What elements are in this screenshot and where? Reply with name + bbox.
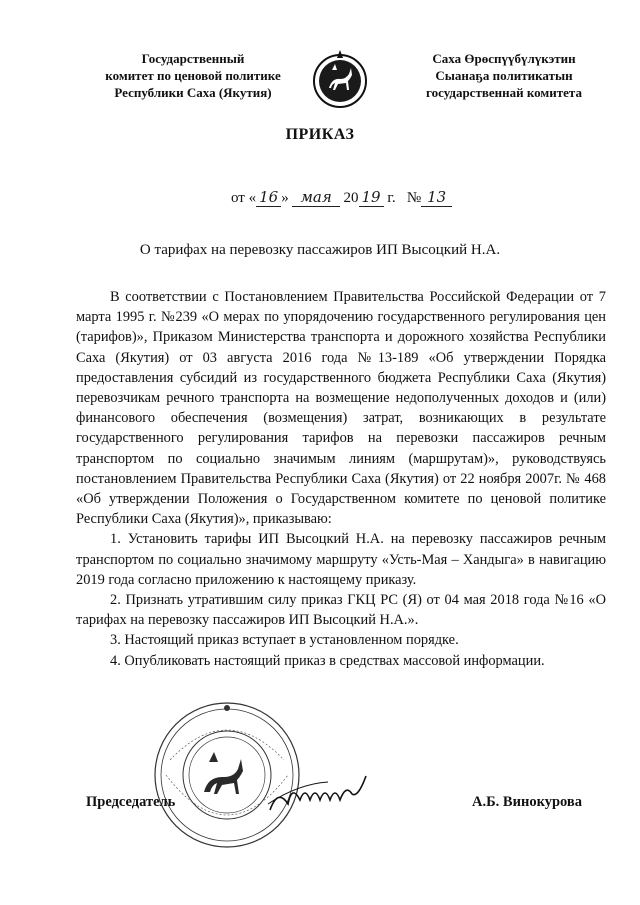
date-separator: » bbox=[281, 190, 293, 206]
item-number: 3. bbox=[110, 632, 121, 649]
signatory-name: А.Б. Винокурова bbox=[472, 794, 582, 810]
order-number: 13 bbox=[421, 188, 452, 207]
header-left-line: комитет по ценовой политике bbox=[105, 68, 281, 83]
item-number: 4. bbox=[110, 652, 121, 669]
header-right bbox=[388, 50, 620, 101]
date-day: 16 bbox=[256, 188, 281, 207]
date-number-label: г. № bbox=[383, 190, 422, 206]
item-number: 2. bbox=[110, 592, 121, 609]
header-left bbox=[78, 50, 308, 101]
signatory-title: Председатель bbox=[86, 794, 176, 810]
document-title: ПРИКАЗ bbox=[285, 126, 355, 143]
item-number: 1. bbox=[110, 531, 121, 548]
order-item bbox=[76, 630, 606, 650]
item-text: Признать утратившим силу приказ ГКЦ РС (Я) от 04 мая 2018 года №16 «О тарифах на перевозку пассажиров ИП Высоцкий Н.А.». bbox=[76, 592, 606, 629]
handwritten-signature bbox=[266, 774, 370, 820]
date-prefix: от « bbox=[231, 190, 257, 206]
order-subject: О тарифах на перевозку пассажиров ИП Высоцкий Н.А. bbox=[139, 242, 501, 258]
item-text: Настоящий приказ вступает в установленном порядке. bbox=[124, 632, 459, 649]
header-left-line: Республики Саха (Якутия) bbox=[114, 85, 272, 100]
header-left-line: Государственный bbox=[141, 51, 245, 66]
preamble-paragraph: В соответствии с Постановлением Правительства Российской Федерации от 7 марта 1995 г. №239 «О мерах по упорядочению государственного регулирования цен (тарифов)», Приказом Министерства транспорта и дорожного хозяйства Республики Саха (Якутия) от 03 августа 2016 года №13-189 «Об утверждении Порядка предоставления субсидий из государственного бюджета Республики Саха (Якутия) перевозчикам речного транспорта на возмещение недополученных доходов и (или) финансового обеспечения (возмещения) затрат, возникающих в результате государственного регулирования тарифов на перевозки пассажиров речным транспортом по социально значимым линиям (маршрутам)», руководствуясь постановлением Правительства Республики Саха (Якутия) от 22 ноября 2007г. № 468 «Об утверждении Положения о Государственном комитете по ценовой политике Республики Саха (Якутия)», приказываю: bbox=[76, 289, 606, 528]
order-item bbox=[76, 651, 606, 671]
date-year-suffix: 19 bbox=[359, 188, 384, 207]
header-right-line: государственнай комитета bbox=[426, 85, 582, 100]
item-text: Опубликовать настоящий приказ в средствах массовой информации. bbox=[124, 652, 545, 669]
header-right-line: Саха Өрөспүүбүлүкэтин bbox=[432, 51, 576, 66]
date-year-prefix: 20 bbox=[339, 190, 359, 206]
date-month: мая bbox=[292, 188, 339, 207]
header-right-line: Сыанаҕа политикатын bbox=[435, 68, 573, 83]
order-body bbox=[76, 287, 606, 671]
date-line bbox=[231, 188, 452, 207]
order-item bbox=[76, 529, 606, 590]
order-item bbox=[76, 590, 606, 630]
coat-of-arms-icon bbox=[312, 48, 368, 110]
item-text: Установить тарифы ИП Высоцкий Н.А. на перевозку пассажиров речным транспортом по социально значимому маршруту «Усть-Мая – Хандыга» в навигацию 2019 года согласно приложению к настоящему приказу. bbox=[76, 531, 606, 588]
